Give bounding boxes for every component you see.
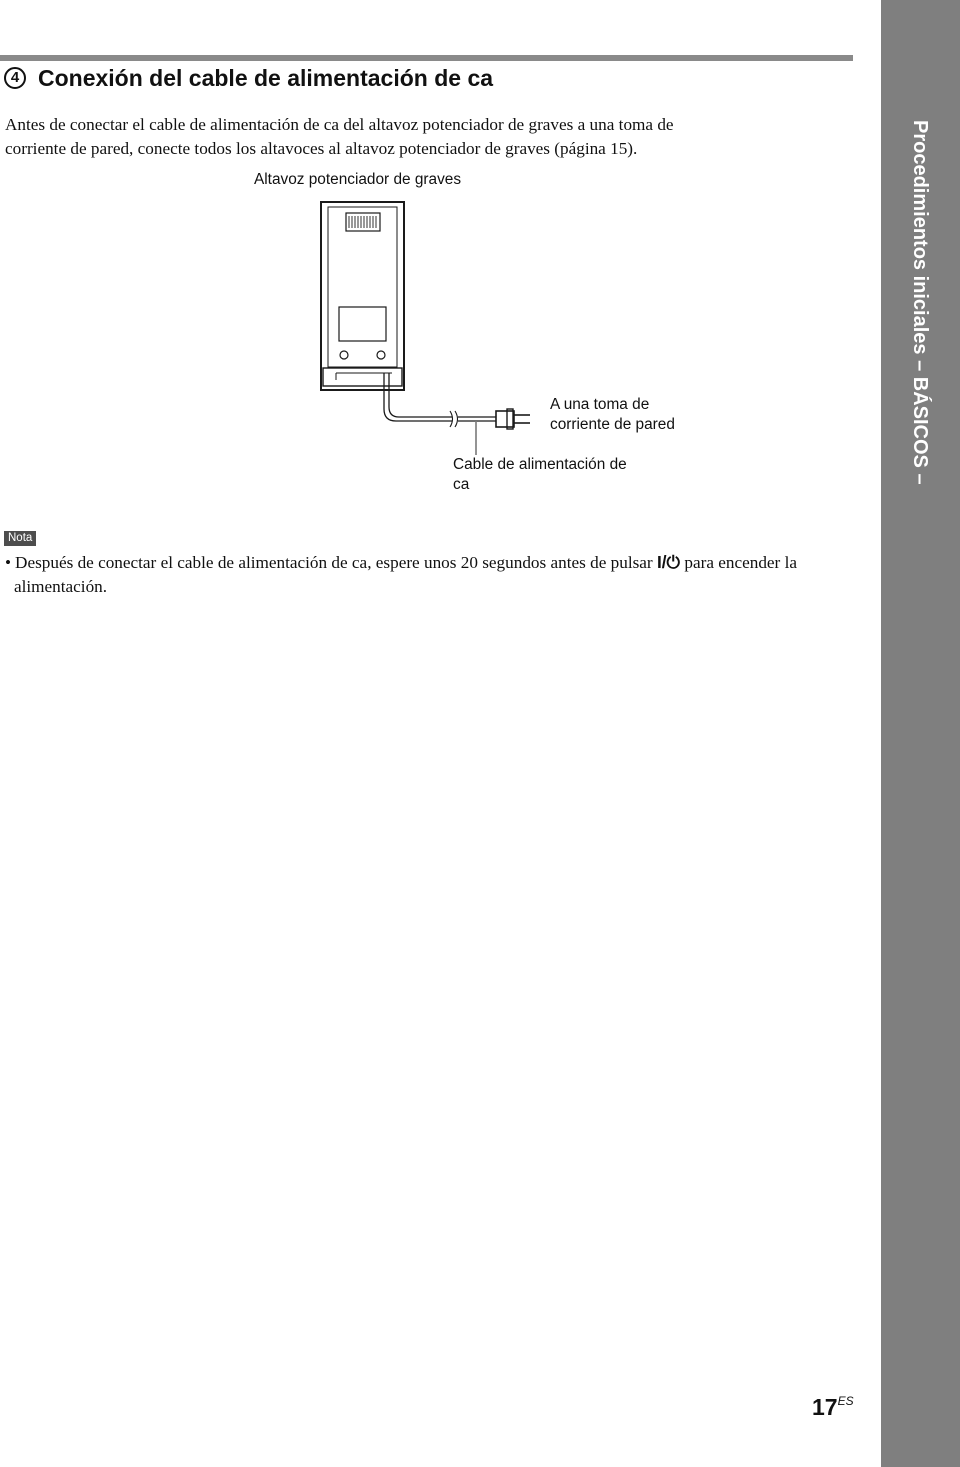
cable-label xyxy=(453,455,663,495)
wall-outlet-label-line-2: corriente de pared xyxy=(550,416,675,433)
wall-outlet-label xyxy=(550,395,710,435)
power-symbol-icon: I/⏻ xyxy=(656,552,681,572)
note-paragraph xyxy=(5,550,860,599)
subwoofer-terminal-panel xyxy=(339,307,386,341)
intro-line-1: Antes de conectar el cable de alimentación de ca del altavoz potenciador de graves a una toma de xyxy=(5,115,674,134)
cable-label-line-1: Cable de alimentación de xyxy=(453,456,627,473)
wall-outlet-label-line-1: A una toma de xyxy=(550,396,650,413)
section-title: Conexión del cable de alimentación de ca xyxy=(38,65,494,91)
intro-line-2: corriente de pared, conecte todos los altavoces al altavoz potenciador de graves (página 15). xyxy=(5,139,638,158)
subwoofer-knob-left xyxy=(340,351,348,359)
subwoofer-grille xyxy=(346,213,380,231)
page-number-value: 17 xyxy=(812,1394,838,1420)
subwoofer-illustration xyxy=(321,202,404,390)
subwoofer-base xyxy=(323,368,402,386)
note-text-start: Después de conectar el cable de alimentación de ca, espere unos 20 segundos antes de pulsar xyxy=(15,553,653,572)
page-number xyxy=(812,1394,854,1421)
nota-badge: Nota xyxy=(4,531,36,546)
power-plug xyxy=(496,411,514,427)
page-number-suffix: ES xyxy=(837,1394,854,1408)
step-number-badge: 4 xyxy=(4,67,26,89)
connection-diagram xyxy=(0,165,720,505)
cable-break-mark xyxy=(450,411,458,427)
power-cable xyxy=(384,373,452,421)
grille-lines xyxy=(349,216,376,228)
note-bullet: • xyxy=(5,553,12,572)
subwoofer-label: Altavoz potenciador de graves xyxy=(254,171,462,188)
top-rule xyxy=(0,55,853,61)
section-heading xyxy=(4,64,493,92)
subwoofer-knob-right xyxy=(377,351,385,359)
side-tab-text: Procedimientos iniciales – BÁSICOS – xyxy=(909,120,931,485)
cable-label-line-2: ca xyxy=(453,476,470,493)
note-text-end: para encender la xyxy=(684,553,797,572)
intro-paragraph xyxy=(5,113,855,161)
note-text-line-2: alimentación. xyxy=(14,577,108,596)
